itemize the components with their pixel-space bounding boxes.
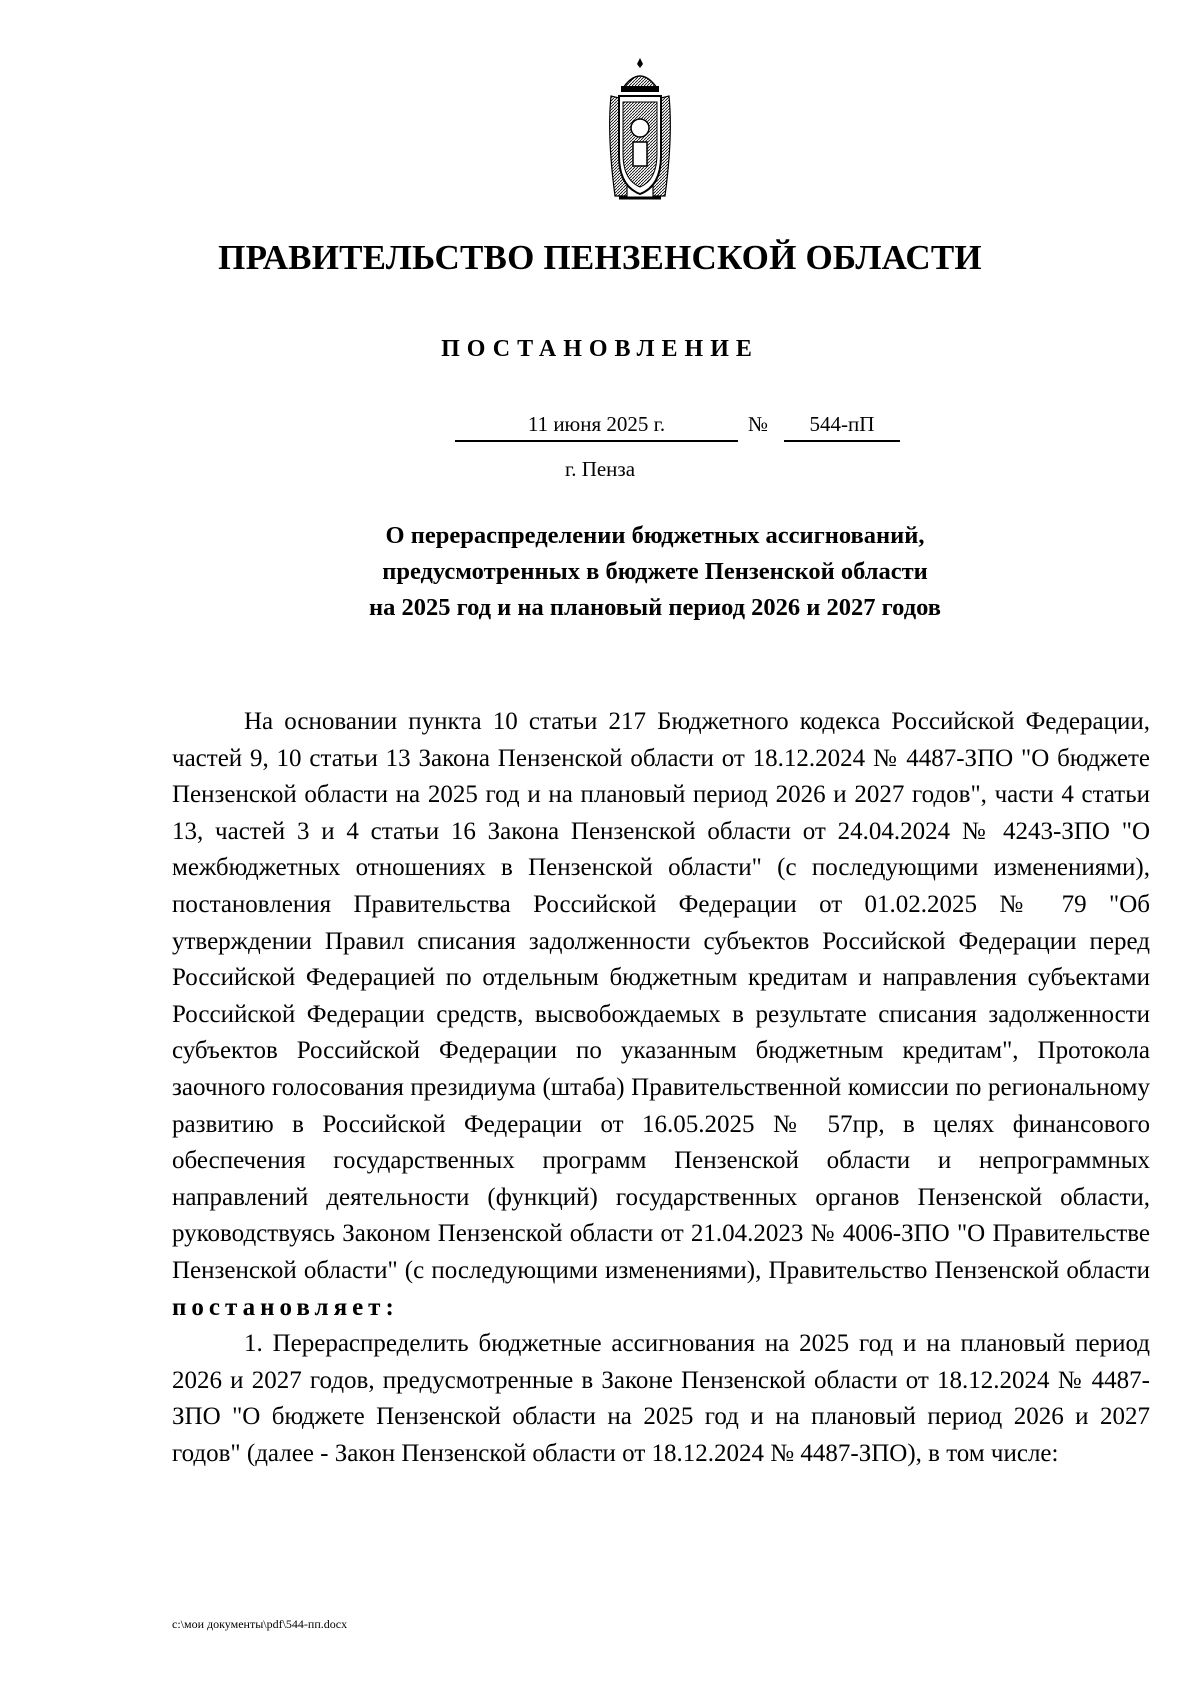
document-subject: [230, 518, 1080, 626]
subject-line-2: предусмотренных в бюджете Пензенской области: [382, 558, 928, 585]
document-body: [172, 704, 1150, 1472]
organization-title: ПРАВИТЕЛЬСТВО ПЕНЗЕНСКОЙ ОБЛАСТИ: [218, 238, 982, 277]
file-path-footer: c:\мои документы\pdf\544-пп.docx: [172, 1617, 348, 1631]
subject-line-1: О перераспределении бюджетных ассигнований,: [385, 522, 925, 549]
coat-of-arms-icon: [605, 56, 675, 204]
resolves-word: постановляет:: [172, 1293, 399, 1321]
document-number: 544-пП: [784, 412, 900, 442]
preamble-text: На основании пункта 10 статьи 217 Бюджетного кодекса Российской Федерации, частей 9, 10 статьи 13 Закона Пензенской области от 18.12.2024 № 4487-ЗПО "О бюджете Пензенской области на 2025 год и на плановый период 2026 и 2027 годов", части 4 статьи 13, частей 3 и 4 статьи 16 Закона Пензенской области от 24.04.2024 № 4243-ЗПО "О межбюджетных отношениях в Пензенской области" (с последующими изменениями), постановления Правительства Российской Федерации от 01.02.2025 № 79 "Об утверждении Правил списания задолженности субъектов Российской Федерации перед Российской Федерацией по отдельным бюджетным кредитам и направления субъектами Российской Федерации средств, высвобождаемых в результате списания задолженности субъектов Российской Федерации по указанным бюджетным кредитам", Протокола заочного голосования президиума (штаба) Правительственной комиссии по региональному развитию в Российской Федерации от 16.05.2025 № 57пр, в целях финансового обеспечения государственных программ Пензенской области и непрограммных направлений деятельности (функций) государственных органов Пензенской области, руководствуясь Законом Пензенской области от 21.04.2023 № 4006-ЗПО "О Правительстве Пензенской области" (с последующими изменениями), Правительство Пензенской области: [172, 708, 1150, 1284]
subject-line-3: на 2025 год и на плановый период 2026 и 2027 годов: [368, 594, 941, 621]
document-date: 11 июня 2025 г.: [455, 412, 738, 442]
document-place: г. Пенза: [564, 457, 636, 481]
item-1-paragraph: 1. Перераспределить бюджетные ассигнования на 2025 год и на плановый период 2026 и 2027 годов, предусмотренные в Законе Пензенской области от 18.12.2024 № 4487-ЗПО "О бюджете Пензенской области на 2025 год и на плановый период 2026 и 2027 годов" (далее - Закон Пензенской области от 18.12.2024 № 4487-ЗПО), в том числе:: [172, 1330, 1150, 1467]
preamble-paragraph: [172, 704, 1150, 1326]
document-type: ПОСТАНОВЛЕНИЕ: [441, 336, 759, 362]
number-sign: №: [748, 412, 769, 436]
